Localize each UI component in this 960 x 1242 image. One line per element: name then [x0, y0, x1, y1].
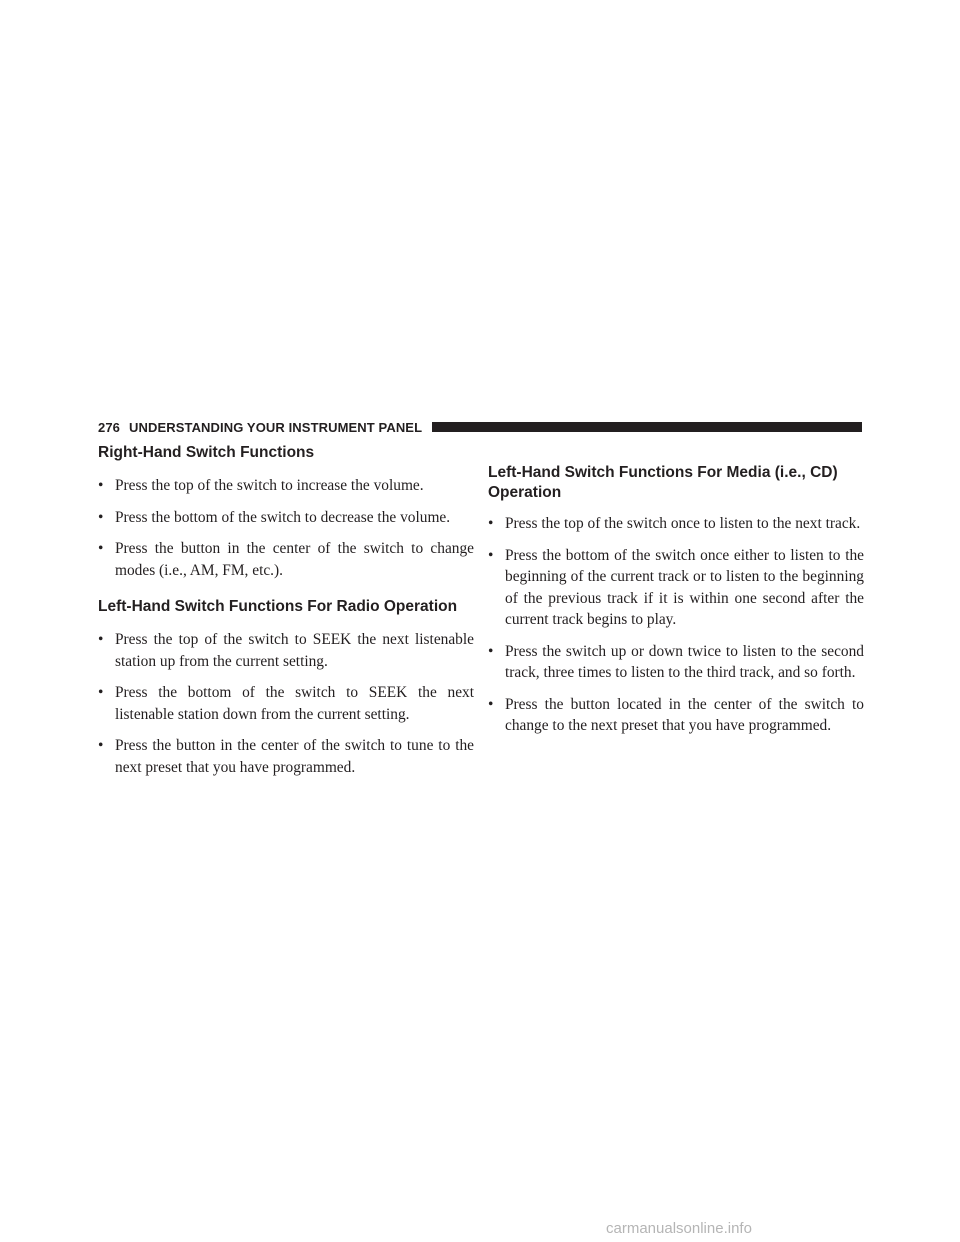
- section-heading-right-hand-switch: Right-Hand Switch Functions: [98, 444, 315, 461]
- list-item: • Press the top of the switch once to listen to the next track.: [488, 513, 864, 535]
- list-item: • Press the bottom of the switch once either to listen to the beginning of the current track or to listen to the beginning of the previous track if it is within one second after the current track begins to play.: [488, 546, 864, 628]
- bullet-icon: •: [98, 631, 104, 648]
- list-item: • Press the bottom of the switch to SEEK the next listenable station down from the current setting.: [98, 684, 474, 723]
- list-item: • Press the bottom of the switch to decrease the volume.: [98, 507, 474, 529]
- bullet-icon: •: [98, 684, 104, 701]
- bullet-list: [488, 513, 864, 737]
- bullet-icon: •: [98, 540, 104, 557]
- bullet-icon: •: [488, 695, 494, 713]
- list-item: • Press the switch up or down twice to listen to the second track, three times to listen to the third track, and so forth.: [488, 642, 864, 681]
- bullet-icon: •: [488, 642, 494, 660]
- list-item: • Press the button located in the center of the switch to change to the next preset that you have programmed.: [488, 695, 864, 734]
- bullet-list: [98, 475, 474, 581]
- page-number: 276: [98, 419, 120, 435]
- bullet-icon: •: [488, 515, 494, 532]
- bullet-icon: •: [98, 477, 104, 494]
- watermark: carmanualsonline.info: [606, 1220, 752, 1237]
- header-rule: [432, 422, 862, 432]
- list-item: • Press the button in the center of the switch to change modes (i.e., AM, FM, etc.).: [98, 540, 474, 579]
- right-column: [488, 443, 864, 747]
- section-title: UNDERSTANDING YOUR INSTRUMENT PANEL: [129, 419, 423, 435]
- list-item: • Press the top of the switch to increase the volume.: [98, 475, 474, 497]
- list-item: • Press the button in the center of the switch to tune to the next preset that you have programmed.: [98, 737, 474, 776]
- bullet-icon: •: [488, 546, 494, 564]
- section-heading-radio-operation: Left-Hand Switch Functions For Radio Operation: [98, 598, 458, 615]
- page-header: [98, 417, 862, 437]
- section-heading-media-operation: Left-Hand Switch Functions For Media (i.e., CD) Operation: [488, 464, 838, 501]
- bullet-icon: •: [98, 737, 104, 754]
- list-item: • Press the top of the switch to SEEK the next listenable station up from the current setting.: [98, 631, 474, 670]
- left-column: [98, 443, 474, 788]
- bullet-list: [98, 629, 474, 778]
- bullet-icon: •: [98, 508, 104, 526]
